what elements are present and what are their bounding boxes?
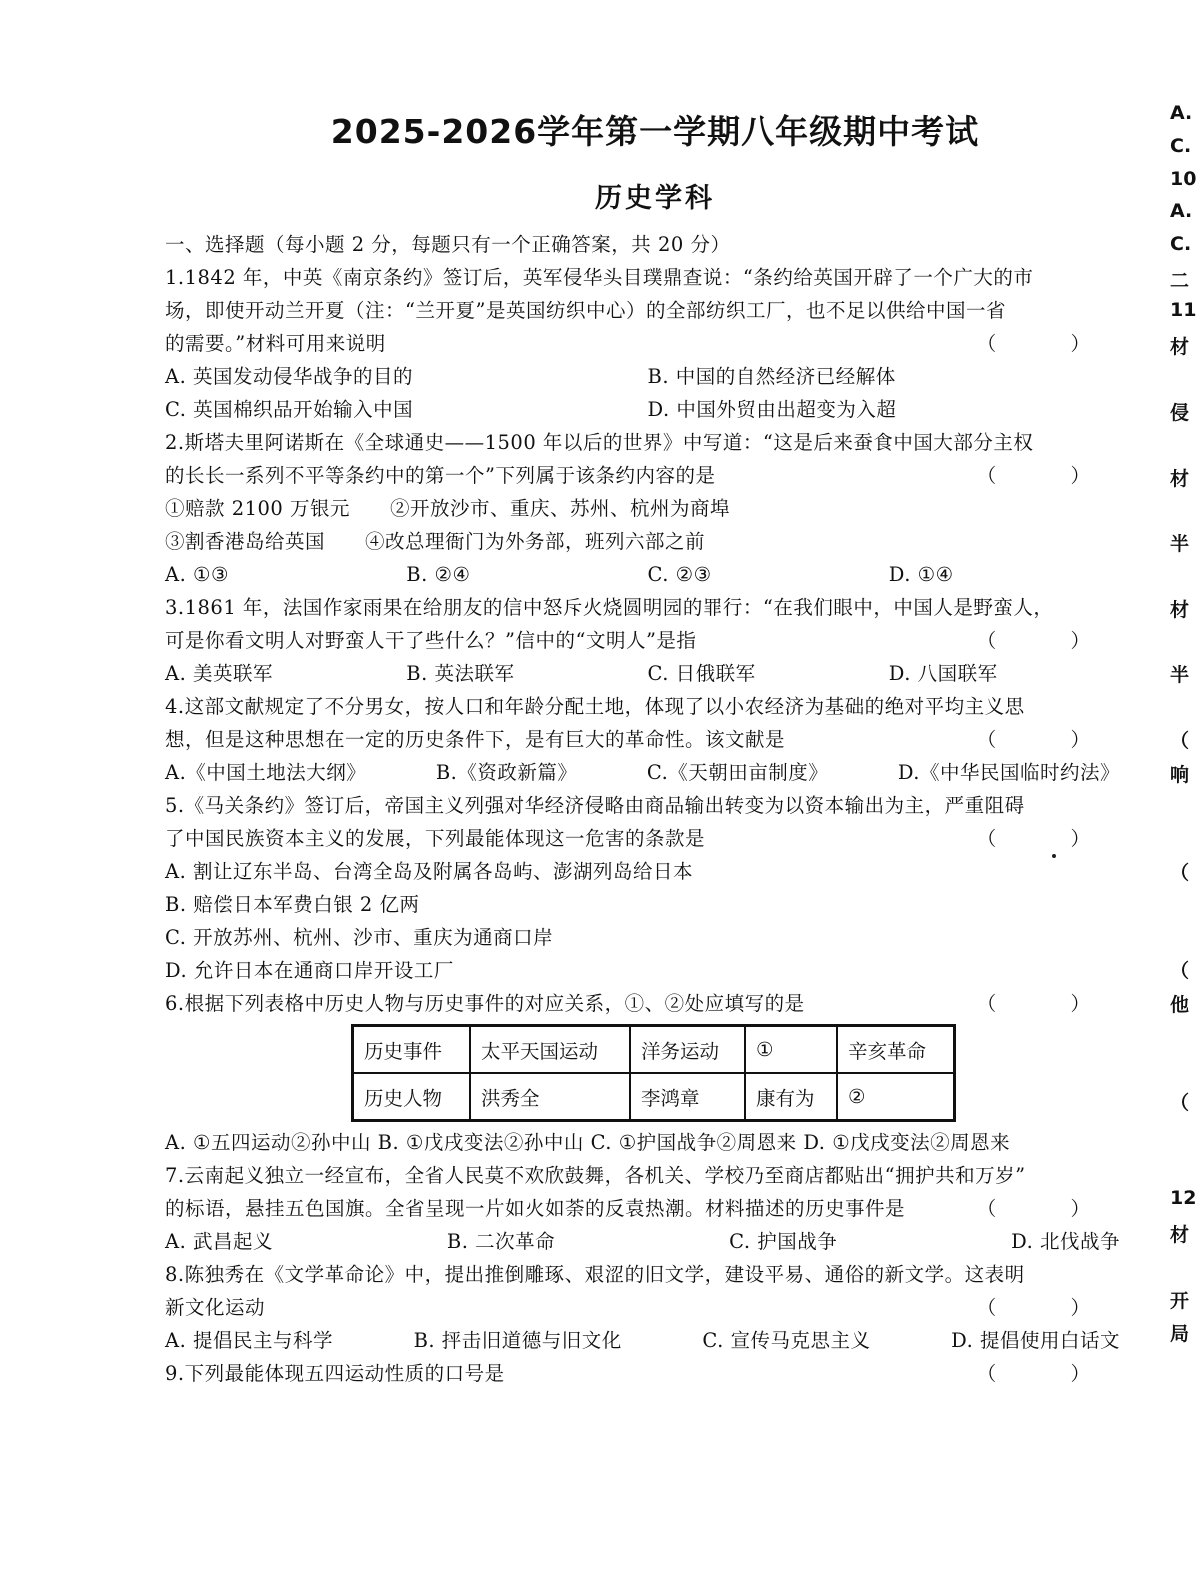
table-cell: 康有为: [745, 1073, 837, 1121]
table-cell: 太平天国运动: [470, 1026, 630, 1074]
q8-option-d: D. 提倡使用白话文: [951, 1329, 1120, 1352]
q6-stem-row: [165, 987, 1130, 1020]
table-cell: 洋务运动: [630, 1026, 745, 1074]
q8-stem-row: [165, 1291, 1130, 1324]
table-row: [353, 1073, 955, 1121]
q1-stem-row: [165, 327, 1130, 360]
q7-option-c: C. 护国战争: [729, 1230, 838, 1253]
table-row: [353, 1026, 955, 1074]
q2-item-3: ③割香港岛给英国: [165, 530, 326, 553]
q6-stem-line: 6.根据下列表格中历史人物与历史事件的对应关系，①、②处应填写的是: [165, 992, 805, 1015]
q5-option-a: A. 割让辽东半岛、台湾全岛及附属各岛屿、澎湖列岛给日本: [165, 860, 693, 883]
q5-option-d: D. 允许日本在通商口岸开设工厂: [165, 959, 454, 982]
q3-stem-row: [165, 624, 1130, 657]
edge-fragment: 材: [1170, 336, 1190, 358]
q9-stem-row: [165, 1357, 1130, 1390]
table-cell: 李鸿章: [630, 1073, 745, 1121]
edge-fragment: 响: [1170, 764, 1190, 786]
q4-option-d: D.《中华民国临时约法》: [897, 761, 1120, 784]
edge-fragment: 12: [1170, 1187, 1197, 1209]
exam-title: 2025-2026学年第一学期八年级期中考试: [330, 112, 980, 151]
q8-stem-line: 8.陈独秀在《文学革命论》中，提出推倒雕琢、艰涩的旧文学，建设平易、通俗的新文学。这表明: [165, 1263, 1025, 1286]
edge-fragment: 10: [1170, 168, 1197, 190]
table-cell: 历史事件: [353, 1026, 471, 1074]
next-page-edge: [1170, 0, 1200, 1576]
edge-fragment: （: [1170, 960, 1190, 982]
edge-fragment: 开: [1170, 1290, 1190, 1312]
q2-option-b: B. ②④: [406, 563, 471, 586]
edge-fragment: 材: [1170, 468, 1190, 490]
q3-option-d: D. 八国联军: [888, 662, 998, 685]
table-cell: 洪秀全: [470, 1073, 630, 1121]
q4-option-c: C.《天朝田亩制度》: [646, 761, 829, 784]
q1-options-row: [165, 393, 1130, 426]
q5-stem-line: 了中国民族资本主义的发展，下列最能体现这一危害的条款是: [165, 827, 706, 850]
q2-item-4: ④改总理衙门为外务部，班列六部之前: [365, 530, 706, 553]
edge-fragment: C.: [1170, 135, 1192, 157]
edge-fragment: A.: [1170, 102, 1193, 124]
q8-answer-bracket: （ ）: [976, 1296, 1124, 1319]
q8-option-a: A. 提倡民主与科学: [165, 1329, 333, 1352]
q2-item-2: ②开放沙市、重庆、苏州、杭州为商埠: [390, 497, 731, 520]
q1-answer-bracket: （ ）: [976, 332, 1124, 355]
q1-options-row: [165, 360, 1130, 393]
section-heading: 一、选择题（每小题 2 分，每题只有一个正确答案，共 20 分）: [165, 233, 731, 256]
edge-fragment: （: [1170, 730, 1190, 752]
q1-stem-line: 1.1842 年，中英《南京条约》签订后，英军侵华头目璞鼎查说：“条约给英国开辟了一个广大的市: [165, 266, 1034, 289]
edge-fragment: 11: [1170, 299, 1197, 321]
q1-option-b: B. 中国的自然经济已经解体: [647, 365, 896, 388]
scan-speck: [1052, 854, 1056, 858]
q8-option-c: C. 宣传马克思主义: [702, 1329, 871, 1352]
q6-options-line: A. ①五四运动②孙中山 B. ①戊戌变法②孙中山 C. ①护国战争②周恩来 D. ①戊戌变法②周恩来: [165, 1131, 1011, 1154]
q7-stem-line: 的标语，悬挂五色国旗。全省呈现一片如火如荼的反袁热潮。材料描述的历史事件是: [165, 1197, 906, 1220]
q1-stem-line: 的需要。”材料可用来说明: [165, 332, 386, 355]
q5-answer-bracket: （ ）: [976, 827, 1124, 850]
q3-stem-line: 3.1861 年，法国作家雨果在给朋友的信中怒斥火烧圆明园的罪行：“在我们眼中，中国人是野蛮人，: [165, 596, 1054, 619]
edge-fragment: 材: [1170, 1224, 1190, 1246]
table-cell: ②: [837, 1073, 955, 1121]
edge-fragment: （: [1170, 862, 1190, 884]
table-cell: 辛亥革命: [837, 1026, 955, 1074]
edge-fragment: 局: [1170, 1323, 1190, 1345]
q5-option-b: B. 赔偿日本军费白银 2 亿两: [165, 893, 420, 916]
subject-title: 历史学科: [595, 183, 715, 214]
q7-stem-row: [165, 1192, 1130, 1225]
edge-fragment: 二: [1170, 270, 1190, 292]
table-cell: 历史人物: [353, 1073, 471, 1121]
q5-stem-row: [165, 822, 1130, 855]
edge-fragment: C.: [1170, 233, 1192, 255]
edge-fragment: 半: [1170, 664, 1190, 686]
edge-fragment: 材: [1170, 599, 1190, 621]
q4-stem-line: 4.这部文献规定了不分男女，按人口和年龄分配土地，体现了以小农经济为基础的绝对平均主义思: [165, 695, 1025, 718]
q2-stem-line: 的长长一系列不平等条约中的第一个”下列属于该条约内容的是: [165, 464, 716, 487]
question-list: [165, 228, 1130, 1390]
q2-stem-row: [165, 459, 1130, 492]
q2-item-1: ①赔款 2100 万银元: [165, 497, 351, 520]
q4-options-row: [165, 756, 1130, 789]
q5-stem-line: 5.《马关条约》签订后，帝国主义列强对华经济侵略由商品输出转变为以资本输出为主，严重阻碍: [165, 794, 1025, 817]
q6-answer-bracket: （ ）: [976, 992, 1124, 1015]
q4-answer-bracket: （ ）: [976, 728, 1124, 751]
q7-answer-bracket: （ ）: [976, 1197, 1124, 1220]
q3-answer-bracket: （ ）: [976, 629, 1124, 652]
q2-stem-line: 2.斯塔夫里阿诺斯在《全球通史——1500 年以后的世界》中写道：“这是后来蚕食中国大部分主权: [165, 431, 1034, 454]
q2-options-row: [165, 558, 1130, 591]
edge-fragment: A.: [1170, 200, 1193, 222]
q4-stem-row: [165, 723, 1130, 756]
q8-option-b: B. 抨击旧道德与旧文化: [413, 1329, 622, 1352]
q7-stem-line: 7.云南起义独立一经宣布，全省人民莫不欢欣鼓舞，各机关、学校乃至商店都贴出“拥护共和万岁”: [165, 1164, 1026, 1187]
edge-fragment: （: [1170, 1092, 1190, 1114]
q7-option-b: B. 二次革命: [446, 1230, 556, 1253]
q9-answer-bracket: （ ）: [976, 1362, 1124, 1385]
edge-fragment: 他: [1170, 994, 1190, 1016]
q1-option-c: C. 英国棉织品开始输入中国: [165, 398, 414, 421]
edge-fragment: 侵: [1170, 402, 1190, 424]
q2-items-row: [165, 492, 1130, 525]
q3-option-b: B. 英法联军: [406, 662, 515, 685]
q6-history-table: [351, 1024, 956, 1122]
q3-stem-line: 可是你看文明人对野蛮人干了些什么？”信中的“文明人”是指: [165, 629, 697, 652]
q8-stem-line: 新文化运动: [165, 1296, 266, 1319]
edge-fragment: 半: [1170, 533, 1190, 555]
q5-option-c: C. 开放苏州、杭州、沙市、重庆为通商口岸: [165, 926, 554, 949]
q4-option-a: A.《中国土地法大纲》: [165, 761, 367, 784]
q7-options-row: [165, 1225, 1130, 1258]
q9-stem-line: 9.下列最能体现五四运动性质的口号是: [165, 1362, 505, 1385]
table-cell: ①: [745, 1026, 837, 1074]
q2-items-row: [165, 525, 1130, 558]
q2-option-c: C. ②③: [647, 563, 712, 586]
q2-option-d: D. ①④: [888, 563, 954, 586]
q1-option-d: D. 中国外贸由出超变为入超: [647, 398, 897, 421]
q3-option-c: C. 日俄联军: [647, 662, 756, 685]
q2-option-a: A. ①③: [165, 563, 229, 586]
q7-option-d: D. 北伐战争: [1011, 1230, 1120, 1253]
q8-options-row: [165, 1324, 1130, 1357]
q4-option-b: B.《资政新篇》: [435, 761, 578, 784]
q1-stem-line: 场，即使开动兰开夏（注：“兰开夏”是英国纺织中心）的全部纺织工厂，也不足以供给中国一省: [165, 299, 1006, 322]
q2-answer-bracket: （ ）: [976, 464, 1124, 487]
q4-stem-line: 想，但是这种思想在一定的历史条件下，是有巨大的革命性。该文献是: [165, 728, 786, 751]
q1-option-a: A. 英国发动侵华战争的目的: [165, 365, 413, 388]
q3-options-row: [165, 657, 1130, 690]
q3-option-a: A. 美英联军: [165, 662, 273, 685]
q7-option-a: A. 武昌起义: [165, 1230, 273, 1253]
